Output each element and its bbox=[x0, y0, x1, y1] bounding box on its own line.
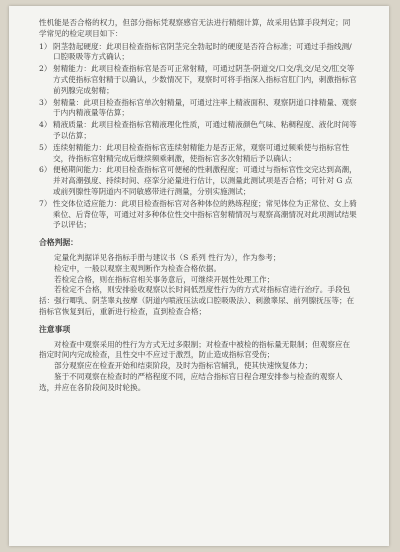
pass-paragraph: 若检定合格，则在指标官相关事务意后，可继续开展性处理工作； bbox=[54, 274, 275, 284]
notes-paragraph: 鉴于不同观察在检查时的严格程度不同，应结合指标官日程合理安排参与检查的观察人选，并应在各阶段间及时轮换。 bbox=[39, 371, 343, 392]
section-heading-pass: 合格判据： bbox=[39, 238, 78, 248]
intro-paragraph: 性机能是否合格的权力，但部分指标凭观察感官无法进行精细计算，故采用估算手段判定；同学常见的检定项目如下： bbox=[39, 18, 351, 38]
item-number: 5） bbox=[39, 142, 52, 152]
item-number: 1） bbox=[39, 41, 52, 51]
item-text: 射精能力：此项目检查指标官是否可正常射精，可通过阴茎-阴道交/口交/乳交/足交/肛交等方式使指标官射精于以确认，少数情况下，观察时可将手指深入指标官肛门内，刺激指标官前列腺完成射精； bbox=[53, 64, 357, 95]
item-number: 4） bbox=[39, 120, 52, 130]
list-item bbox=[39, 64, 357, 96]
item-text: 连续射精能力：此项目检查指标官连续射精能力是否正常，观察可通过频乘使与指标官性交，待指标官射精完成后继续频乘刺激，使指标官多次射精后予以确认； bbox=[53, 142, 350, 163]
document-page bbox=[9, 6, 389, 546]
item-text: 阴茎勃起硬度：此项目检查指标官阴茎完全勃起时的硬度是否符合标准；可通过手指线测/口腔吸吸等方式确认； bbox=[53, 41, 352, 62]
pass-paragraph: 若检定不合格，则安排验收观察以长时间低烈度性行为的方式对指标官进行治疗。手段包括：强行唧乳、阴茎睾丸按摩（阴道内喷液压法或口腔吸吸法）、刺激睾尿、前列腺抚压等；在指标官恢复到后，重新进行检查，直到检查合格； bbox=[39, 285, 355, 316]
document-body bbox=[39, 18, 357, 394]
notes-paragraph: 对检查中观察采用的性行为方式无过多限制；对检查中被检的指标量无限制；但观察应在指定时间内完成检查，且性交中不应过于激烈，防止造成指标官受伤； bbox=[39, 339, 351, 360]
pass-paragraph: 检定中，一般以观察主观判断作为检查合格依据。 bbox=[54, 263, 222, 273]
section-heading-notes: 注意事项 bbox=[39, 324, 71, 334]
item-number: 3） bbox=[39, 97, 52, 107]
item-number: 7） bbox=[39, 198, 52, 208]
list-item bbox=[39, 143, 357, 165]
list-item bbox=[39, 120, 357, 142]
list-item bbox=[39, 199, 357, 231]
list-item bbox=[39, 98, 357, 120]
item-text: 精液质量：此项目检查指标官精液理化性质，可通过精液颜色气味、粘稠程度、液化时间等予以估算； bbox=[53, 120, 357, 140]
item-text: 便秘期间能力：此项目检查指标官可便秘的性刺激程度；可通过与指标官性交完达到高潮，并对高潮强度、持续时间、痉挛分泌量进行估计，以测量此测试项是否合格；可针对 G 点或前列腺性等阴道内不同敏感带进行测量，分别实施测试； bbox=[53, 165, 357, 196]
check-item-list bbox=[39, 42, 357, 232]
notes-paragraph: 部分观察应在检查开始和结束阶段，及时为指标官辅乳，使其快速恢复体力； bbox=[54, 361, 313, 371]
item-number: 6） bbox=[39, 165, 52, 175]
item-number: 2） bbox=[39, 64, 52, 74]
item-text: 性交体位适应能力：此项目检查指标官对各种体位的熟练程度；常见体位为正常位、女上骑乘位、后背位等，可通过对多种体位性交中指标官射精情况与观察高潮情况对此项测试结果予以评估； bbox=[53, 198, 357, 230]
list-item bbox=[39, 165, 357, 197]
pass-paragraph: 定量化判据详见各指标手册与建议书（S 系列 性行为），作为参考； bbox=[54, 252, 281, 262]
item-text: 射精量：此项目检查指标官单次射精量，可通过注率上精液面积、观察阴道口排精量、观察于内内精液量等估算； bbox=[53, 97, 357, 118]
list-item bbox=[39, 42, 357, 64]
